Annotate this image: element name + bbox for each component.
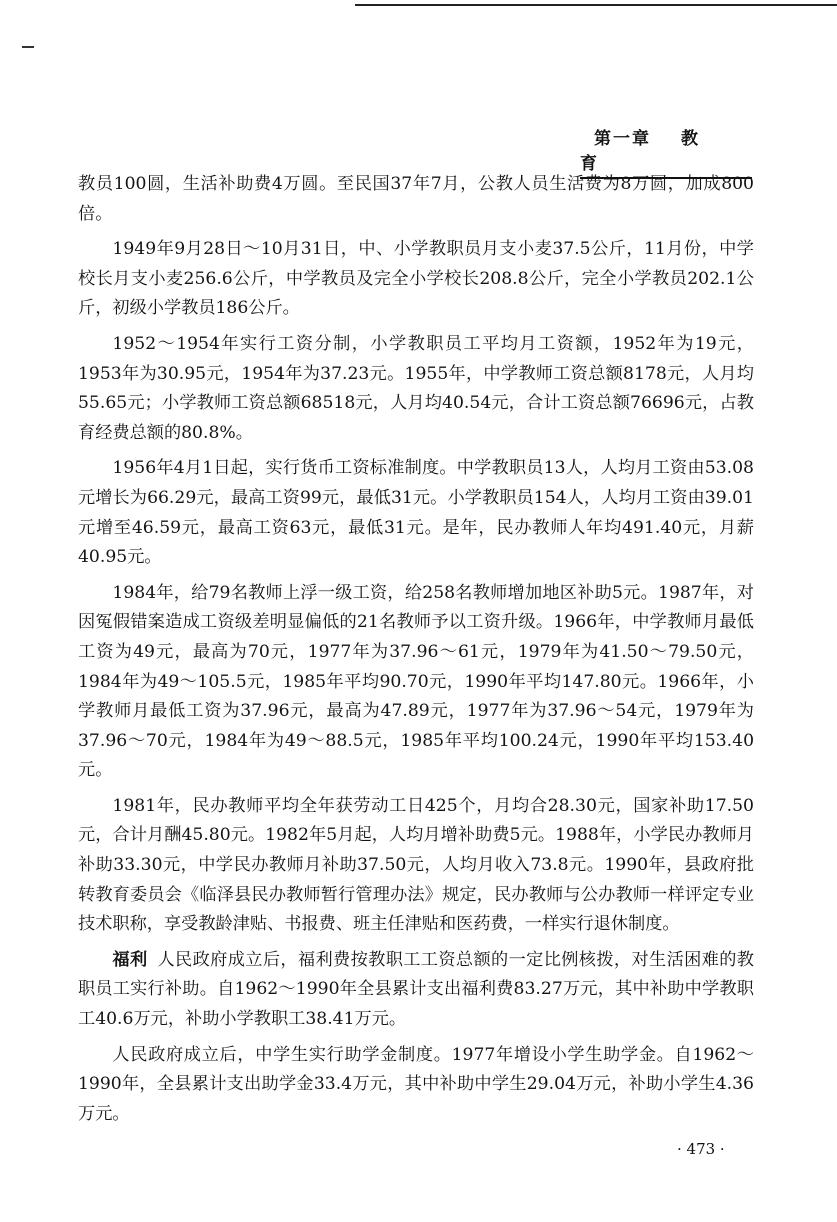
paragraph-4: 1956年4月1日起，实行货币工资标准制度。中学教职员13人，人均月工资由53.08元增长为66.29元，最高工资99元，最低31元。小学教职员154人，人均月工资由39.01元增至46.59元，最高工资63元，最低31元。是年，民办教师人年均491.40元，月薪40.95元。 <box>78 458 754 568</box>
welfare-text: 人民政府成立后，福利费按教职工工资总额的一定比例核拨，对生活困难的教职员工实行补助。自1962～1990年全县累计支出福利费83.27万元，其中补助中学教职工40.6万元，补助小学教职工38.41万元。 <box>78 949 754 1030</box>
paragraph-6: 1981年，民办教师平均全年获劳动工日425个，月均合28.30元，国家补助17.50元，合计月酬45.80元。1982年5月起，人均月增补助费5元。1988年，小学民办教师月补助33.30元，中学民办教师月补助37.50元，人均月收入73.8元。1990年，县政府批转教育委员会《临泽县民办教师暂行管理办法》规定，民办教师与公办教师一样评定专业技术职称，享受教龄津贴、书报费、班主任津贴和医药费，一样实行退休制度。 <box>78 795 754 935</box>
paragraph-3: 1952～1954年实行工资分制，小学教职员工平均月工资额，1952年为19元，1953年为30.95元，1954年为37.23元。1955年，中学教师工资总额8178元，人月均55.65元；小学教师工资总额68518元，人月均40.54元，合计工资总额76696元，占教育经费总额的80.8%。 <box>78 333 754 443</box>
top-rule <box>355 4 837 6</box>
welfare-keyword: 福利 <box>112 949 148 970</box>
body-text <box>78 170 754 1135</box>
paragraph-2: 1949年9月28日～10月31日，中、小学教职员月支小麦37.5公斤，11月份，中学校长月支小麦256.6公斤，中学教员及完全小学校长208.8公斤，完全小学教员202.1公斤，初级小学教员186公斤。 <box>78 239 754 319</box>
paragraph-welfare <box>78 946 754 1035</box>
chapter-label: 第一章 <box>594 129 651 149</box>
margin-mark <box>22 46 34 48</box>
paragraph-final: 人民政府成立后，中学生实行助学金制度。1977年增设小学生助学金。自1962～1990年，全县累计支出助学金33.4万元，其中补助中学生29.04万元，补助小学生4.36万元。 <box>78 1044 754 1124</box>
paragraph-5: 1984年，给79名教师上浮一级工资，给258名教师增加地区补助5元。1987年，对因冤假错案造成工资级差明显偏低的21名教师予以工资升级。1966年，中学教师月最低工资为49元，最高为70元，1977年为37.96～61元，1979年为41.50～79.50元，1984年为49～105.5元，1985年平均90.70元，1990年平均147.80元。1966年，小学教师月最低工资为37.96元，最高为47.89元，1977年为37.96～54元，1979年为37.96～70元，1984年为49～88.5元，1985年平均100.24元，1990年平均153.40元。 <box>78 582 754 781</box>
paragraph-1: 教员100圆，生活补助费4万圆。至民国37年7月，公教人员生活费为8万圆，加成800倍。 <box>78 174 754 224</box>
page-number: · 473 · <box>677 1140 725 1158</box>
chapter-title: 教 育 <box>580 129 724 174</box>
